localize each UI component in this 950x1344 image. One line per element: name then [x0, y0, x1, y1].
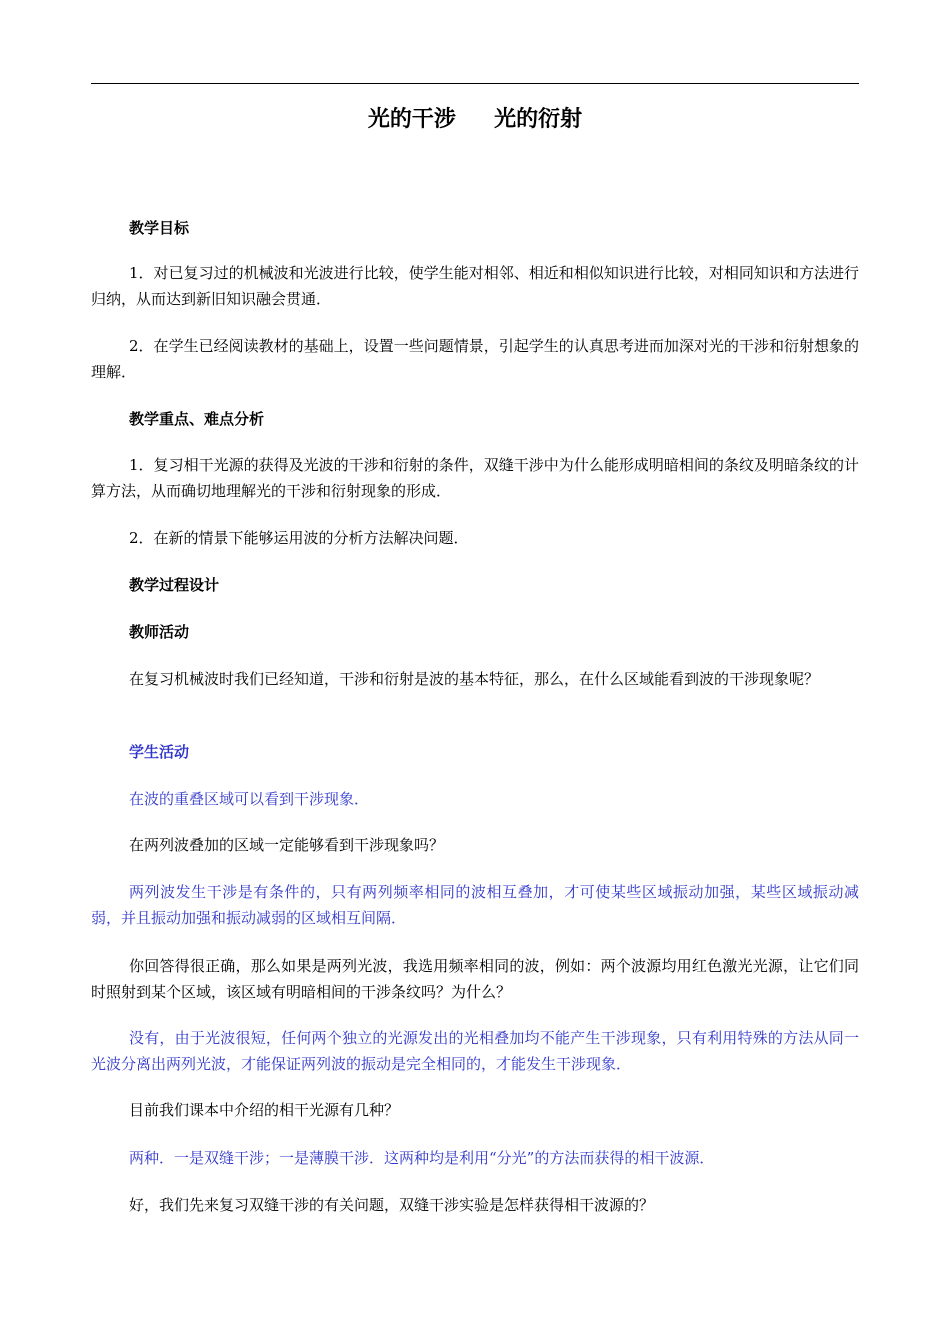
student-answer-4: 两种．一是双缝干涉；一是薄膜干涉．这两种均是利用“分光”的方法而获得的相干波源． — [129, 1149, 715, 1167]
goal-1-paragraph: 1．对已复习过的机械波和光波进行比较，使学生能对相邻、相近和相似知识进行比较，对相同知识和方法进行归纳，从而达到新旧知识融会贯通． — [91, 264, 859, 308]
teacher-question-4: 目前我们课本中介绍的相干光源有几种？ — [129, 1101, 400, 1119]
student-answer-1: 在波的重叠区域可以看到干涉现象． — [129, 790, 370, 808]
student-answer-3: 没有，由于光波很短，任何两个独立的光源发出的光相叠加均不能产生干涉现象，只有利用特殊的方法从同一光波分离出两列光波，才能保证两列波的振动是完全相同的，才能发生干涉现象． — [91, 1029, 859, 1073]
page-title: 光的干涉 光的衍射 — [367, 107, 583, 132]
key-points-heading: 教学重点、难点分析 — [129, 410, 265, 428]
teacher-question-3: 你回答得很正确，那么如果是两列光波，我选用频率相同的波，例如：两个波源均用红色激光光源，让它们同时照射到某个区域，该区域有明暗相间的干涉条纹吗？为什么？ — [91, 957, 859, 1001]
teacher-question-2: 在两列波叠加的区域一定能够看到干涉现象吗？ — [129, 836, 445, 854]
teacher-question-5: 好，我们先来复习双缝干涉的有关问题，双缝干涉实验是怎样获得相干波源的？ — [129, 1196, 655, 1214]
student-activity-heading: 学生活动 — [129, 743, 190, 761]
goals-heading: 教学目标 — [129, 219, 190, 237]
process-heading: 教学过程设计 — [129, 576, 220, 594]
teacher-activity-heading: 教师活动 — [129, 623, 190, 641]
teacher-question-1: 在复习机械波时我们已经知道，干涉和衍射是波的基本特征，那么，在什么区域能看到波的干涉现象呢？ — [129, 670, 820, 688]
student-answer-2: 两列波发生干涉是有条件的，只有两列频率相同的波相互叠加，才可使某些区域振动加强，某些区域振动减弱，并且振动加强和振动减弱的区域相互间隔． — [91, 883, 859, 927]
key-point-2-paragraph: 2．在新的情景下能够运用波的分析方法解决问题． — [129, 529, 469, 547]
key-point-1-paragraph: 1．复习相干光源的获得及光波的干涉和衍射的条件，双缝干涉中为什么能形成明暗相间的条纹及明暗条纹的计算方法，从而确切地理解光的干涉和衍射现象的形成． — [91, 456, 859, 500]
goal-2-paragraph: 2．在学生已经阅读教材的基础上，设置一些问题情景，引起学生的认真思考进而加深对光的干涉和衍射想象的理解． — [91, 337, 859, 381]
header-rule — [91, 83, 859, 84]
